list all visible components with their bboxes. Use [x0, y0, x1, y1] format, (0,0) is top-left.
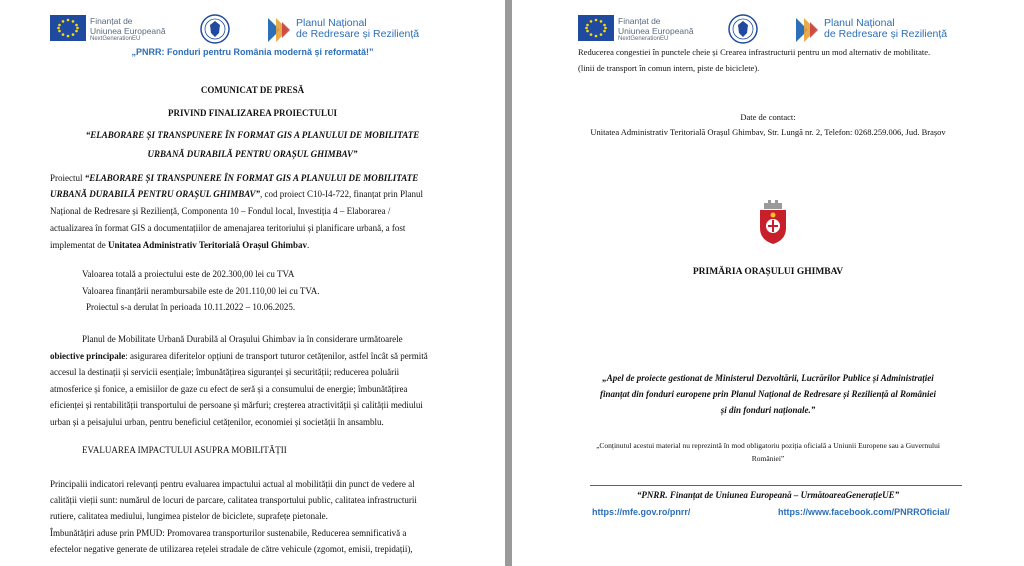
eu-line1: Finanțat de	[90, 16, 133, 26]
pnrr-logo-icon	[796, 18, 822, 42]
text: .	[307, 240, 310, 250]
text: Proiectul	[50, 173, 85, 183]
organization-name: PRIMĂRIA ORAȘULUI GHIMBAV	[692, 267, 844, 277]
header-motto: „PNRR: Fonduri pentru România modernă și reformată!”	[131, 47, 374, 57]
objectives-line: urban și a peisajului urban, pentru beneficiul cetățenilor, economiei și societății în ansamblu.	[50, 417, 384, 427]
grant-value: Valoarea finanțării nerambursabile este de 201.110,00 lei cu TVA.	[82, 286, 320, 296]
footer-motto: “PNRR. Finanțat de Uniunea Europeană – UrmătoareaGenerațieUE”	[636, 490, 900, 500]
page-1	[0, 0, 505, 566]
section-heading: EVALUAREA IMPACTULUI ASUPRA MOBILITĂȚII	[82, 445, 287, 455]
ghimbav-coat-of-arms-icon	[758, 200, 788, 244]
continuation-line: (linii de transport în comun intern, piste de biciclete).	[578, 63, 760, 73]
paragraph-project-line: actualizarea în format GIS a documentațiilor de amenajarea teritoriului și planificare urbană, a fost	[50, 223, 406, 233]
objectives-line	[50, 350, 428, 362]
pnrr-line1: Planul Național	[824, 17, 895, 29]
total-value: Valoarea totală a proiectului este de 202.300,00 lei cu TVA	[82, 269, 295, 279]
eu-line1: Finanțat de	[618, 16, 661, 26]
paragraph-project-line	[50, 172, 418, 184]
improvements-line: Îmbunătățiri aduse prin PMUD: Promovarea transporturilor sustenabile, Reducerea semnificativă a	[50, 528, 407, 538]
eu-line2: Uniunea Europeană	[618, 26, 694, 36]
title-finalization: PRIVIND FINALIZAREA PROIECTULUI	[167, 108, 338, 118]
pnrr-logo-icon	[268, 18, 294, 42]
link-mfe[interactable]: https://mfe.gov.ro/pnrr/	[592, 507, 691, 517]
pnrr-line2: de Redresare și Reziliență	[824, 28, 948, 40]
text: , cod proiect C10-I4-722, finanțat prin Planul	[260, 189, 424, 199]
continuation-line: Reducerea congestiei în punctele cheie și Crearea infrastructurii pentru un mod alternativ de mobilitate.	[578, 47, 931, 57]
eu-line3: NextGenerationEU	[90, 36, 141, 42]
title-project-line1: “ELABORARE ȘI TRANSPUNERE ÎN FORMAT GIS A PLANULUI DE MOBILITATE	[85, 130, 420, 140]
text-italic: URBANĂ DURABILĂ PENTRU ORAȘUL GHIMBAV”	[50, 189, 261, 199]
eu-flag-icon	[578, 15, 614, 41]
indicators-line: rutiere, calitatea mediului, lungimea pistelor de biciclete, suprafețe pietonale.	[50, 511, 328, 521]
paragraph-project-line	[50, 188, 423, 200]
text-italic: “ELABORARE ȘI TRANSPUNERE ÎN FORMAT GIS A PLANULUI DE MOBILITATE	[84, 173, 419, 183]
eu-line3: NextGenerationEU	[618, 36, 669, 42]
disclaimer-line: „Conținutul acestui material nu reprezintă în mod obligatoriu poziția oficială a Uniunii Europene sau a Guvernului	[596, 441, 940, 450]
footer-divider	[590, 485, 962, 486]
page-gap	[505, 0, 512, 566]
paragraph-project-line	[50, 239, 309, 251]
funding-call-line: finanțat din fonduri europene prin Planul Național de Redresare și Reziliență al României	[599, 389, 937, 399]
government-crest-icon	[728, 13, 758, 45]
eu-line2: Uniunea Europeană	[90, 26, 166, 36]
objectives-line: Planul de Mobilitate Urbană Durabilă al Orașului Ghimbav ia în considerare următoarele	[82, 334, 403, 344]
contact-details: Unitatea Administrativ Teritorială Orașul Ghimbav, Str. Lungă nr. 2, Telefon: 0268.259.006, Jud. Brașov	[590, 127, 946, 137]
improvements-line: efectelor negative generate de utilizarea rețelei stradale de către vehicule (zgomot, emisii, trepidații),	[50, 544, 413, 554]
title-press-release: COMUNICAT DE PRESĂ	[200, 85, 305, 95]
contact-title: Date de contact:	[740, 112, 796, 122]
pnrr-line2: de Redresare și Reziliență	[296, 28, 420, 40]
objectives-line: atmosferice și fonice, a emisiilor de gaze cu efect de seră și a consumului de energie; îmbunătățirea	[50, 384, 408, 394]
text-bold: obiective principale	[50, 351, 126, 361]
funding-call-line: „Apel de proiecte gestionat de Ministerul Dezvoltării, Lucrărilor Publice și Administrației	[602, 373, 934, 383]
header-logos	[578, 13, 958, 47]
pnrr-line1: Planul Național	[296, 17, 367, 29]
text: implementat de	[50, 240, 108, 250]
text: : asigurarea diferitelor opțiuni de transport tuturor cetățenilor, astfel încât să permită	[125, 351, 428, 361]
page-2	[512, 0, 1024, 566]
eu-flag-icon	[50, 15, 86, 41]
link-facebook[interactable]: https://www.facebook.com/PNRROficial/	[778, 507, 950, 517]
indicators-line: Principalii indicatori relevanți pentru evaluarea impactului actual al mobilității din punct de vedere al	[50, 479, 415, 489]
title-project-line2: URBANĂ DURABILĂ PENTRU ORAȘUL GHIMBAV”	[147, 149, 358, 159]
project-period: Proiectul s-a derulat în perioada 10.11.2022 – 10.06.2025.	[86, 302, 296, 312]
indicators-line: calității vieții sunt: numărul de locuri de parcare, calitatea transportului public, calitatea infrastructurii	[50, 495, 417, 505]
government-crest-icon	[200, 13, 230, 45]
header-logos	[50, 13, 430, 47]
funding-call-line: și din fonduri naționale.”	[720, 405, 816, 415]
objectives-line: accesul la destinații și servicii esențiale; îmbunătățirea siguranței și securității; reducerea poluării	[50, 367, 400, 377]
disclaimer-line: României”	[751, 454, 785, 463]
paragraph-project-line: Național de Redresare și Reziliență, Componenta 10 – Fondul local, Investiția 4 – Elaborarea /	[50, 206, 391, 216]
objectives-line: eficienței și rentabilității transportului de persoane și mărfuri; creșterea atractivității și calității mediului	[50, 400, 423, 410]
text-bold: Unitatea Administrativ Teritorială Orașul Ghimbav	[107, 240, 307, 250]
